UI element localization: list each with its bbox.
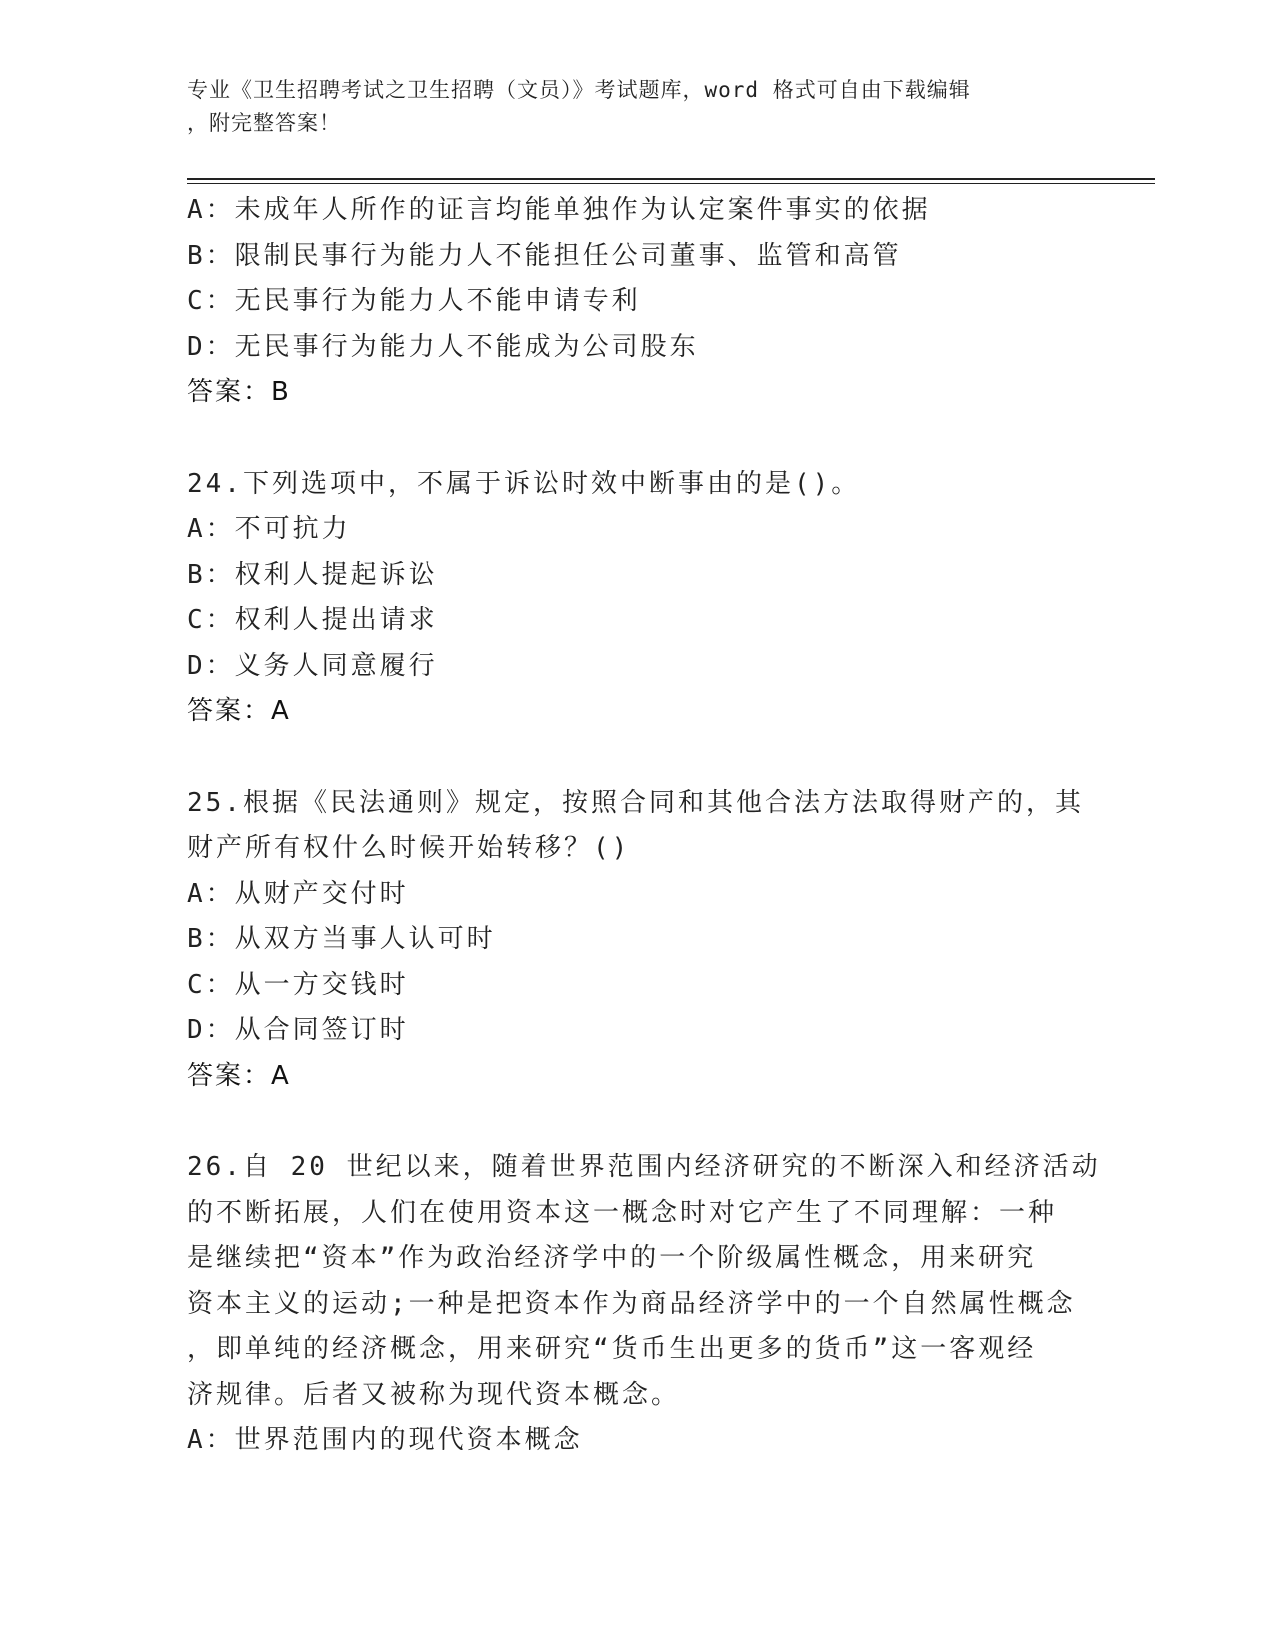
- question-stem-line-3: 是继续把“资本”作为政治经济学中的一个阶级属性概念，用来研究: [187, 1243, 1037, 1273]
- option-a: A：世界范围内的现代资本概念: [187, 1425, 583, 1455]
- document-header: [187, 74, 1087, 140]
- question-stem-line-1: 26.自 20 世纪以来，随着世界范围内经济研究的不断深入和经济活动: [187, 1152, 1101, 1182]
- header-line-2: ，附完整答案！: [187, 111, 341, 135]
- question-stem: 24.下列选项中，不属于诉讼时效中断事由的是()。: [187, 468, 861, 499]
- spacer: [187, 735, 1087, 781]
- question-list: [187, 188, 1101, 1464]
- question-stem-line-4: 资本主义的运动;一种是把资本作为商品经济学中的一个自然属性概念: [187, 1288, 1076, 1319]
- answer-label: 答案：B: [187, 377, 291, 407]
- option-b: B：限制民事行为能力人不能担任公司董事、监管和高管: [187, 240, 902, 271]
- header-divider-thin: [187, 183, 1155, 184]
- option-b: B：权利人提起诉讼: [187, 559, 438, 590]
- question-stem-line-2: 的不断拓展，人们在使用资本这一概念时对它产生了不同理解：一种: [187, 1197, 1058, 1228]
- header-line-1: 专业《卫生招聘考试之卫生招聘（文员）》考试题库，word 格式可自由下载编辑: [187, 78, 971, 102]
- option-c: C：权利人提出请求: [187, 605, 438, 635]
- question-stem-line-6: 济规律。后者又被称为现代资本概念。: [187, 1379, 681, 1410]
- spacer: [187, 1099, 1087, 1145]
- option-c: C：无民事行为能力人不能申请专利: [187, 286, 641, 316]
- option-a: A：从财产交付时: [187, 878, 409, 909]
- option-a: A：不可抗力: [187, 514, 351, 544]
- question-stem-line-2: 财产所有权什么时候开始转移？(): [187, 833, 631, 863]
- question-25: [187, 781, 1087, 1100]
- answer-label: 答案：A: [187, 1060, 291, 1091]
- option-b: B：从双方当事人认可时: [187, 924, 496, 954]
- header-divider-thick: [187, 178, 1155, 180]
- question-26: [187, 1145, 1101, 1464]
- option-c: C：从一方交钱时: [187, 969, 409, 1000]
- option-d: D：义务人同意履行: [187, 650, 438, 681]
- question-stem-line-5: ，即单纯的经济概念，用来研究“货币生出更多的货币”这一客观经: [187, 1334, 1037, 1364]
- option-a: A：未成年人所作的证言均能单独作为认定案件事实的依据: [187, 195, 931, 225]
- option-d: D：无民事行为能力人不能成为公司股东: [187, 331, 699, 362]
- option-d: D：从合同签订时: [187, 1015, 409, 1045]
- question-24: [187, 462, 1087, 735]
- question-23: [187, 188, 1087, 416]
- answer-label: 答案：A: [187, 696, 291, 726]
- question-stem-line-1: 25.根据《民法通则》规定，按照合同和其他合法方法取得财产的，其: [187, 787, 1084, 818]
- spacer: [187, 416, 1087, 462]
